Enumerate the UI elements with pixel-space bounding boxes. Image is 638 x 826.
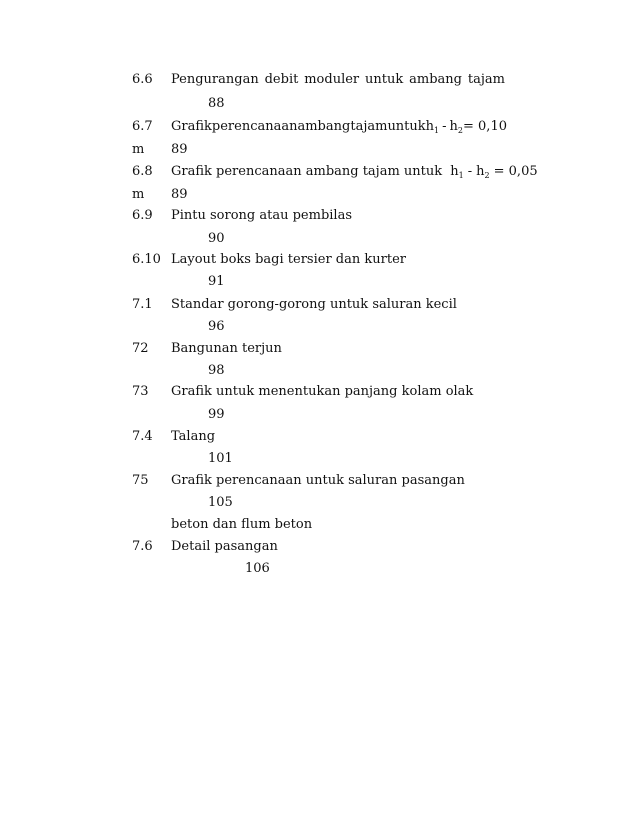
entry-word: ambang — [297, 119, 351, 134]
entry-number: 72 — [132, 341, 149, 356]
entry-title: Standar gorong-gorong untuk saluran kecil — [171, 297, 457, 312]
entry-page-number: 105 — [208, 495, 233, 510]
formula-subscript: 2 — [484, 171, 490, 180]
entry-title — [171, 164, 538, 180]
entry-page-number: 91 — [208, 274, 225, 289]
entry-title: Pintu sorong atau pembilas — [171, 208, 353, 223]
formula-dash: - — [467, 164, 473, 179]
entry-word: tajam — [350, 119, 388, 134]
entry-title: Detail pasangan — [171, 539, 278, 554]
entry-word: tajam — [467, 72, 505, 87]
formula-subscript: 2 — [457, 126, 464, 135]
entry-number: 7.4 — [132, 429, 153, 444]
entry-page-number: 89 — [171, 187, 188, 202]
entry-number-continuation: m — [132, 187, 145, 202]
entry-title: Grafik untuk menentukan panjang kolam olak — [171, 384, 474, 399]
formula-h: h — [476, 164, 485, 179]
entry-title-continuation: beton dan flum beton — [171, 517, 313, 532]
formula-h: h — [425, 119, 435, 134]
entry-page-number: 96 — [208, 319, 225, 334]
entry-page-number: 89 — [171, 142, 188, 157]
entry-number-continuation: m — [132, 142, 145, 157]
entry-number: 75 — [132, 473, 149, 488]
entry-number: 73 — [132, 384, 149, 399]
entry-title: Talang — [171, 429, 216, 444]
entry-number: 6.6 — [132, 72, 153, 87]
formula-h: h — [449, 119, 458, 134]
entry-page-number: 90 — [208, 231, 225, 246]
formula-value: = 0,05 — [493, 164, 538, 179]
entry-page-number: 98 — [208, 363, 225, 378]
entry-number: 6.9 — [132, 208, 153, 223]
entry-page-number: 101 — [208, 451, 233, 466]
formula-h: h — [450, 164, 459, 179]
entry-word: Grafik — [171, 119, 212, 134]
entry-word: moduler — [304, 72, 360, 87]
entry-title: Grafik perencanaan untuk saluran pasangan — [171, 473, 465, 488]
entry-text: Grafik perencanaan ambang tajam untuk — [171, 164, 443, 179]
formula-value: = 0,10 — [463, 119, 507, 134]
entry-title: Bangunan terjun — [171, 341, 282, 356]
entry-word: debit — [264, 72, 299, 87]
formula-subscript: 1 — [434, 126, 440, 135]
entry-title — [171, 119, 505, 135]
formula-dash: - — [442, 119, 447, 134]
formula — [450, 164, 537, 179]
formula-subscript: 1 — [458, 171, 464, 180]
entry-word: ambang — [409, 72, 463, 87]
entry-word: perencanaan — [211, 119, 298, 134]
entry-title — [171, 72, 505, 88]
entry-title: Layout boks bagi tersier dan kurter — [171, 252, 406, 267]
entry-number: 7.1 — [132, 297, 153, 312]
entry-page-number: 99 — [208, 407, 225, 422]
entry-number: 7.6 — [132, 539, 153, 554]
entry-word: Pengurangan — [171, 72, 259, 87]
entry-number: 6.7 — [132, 119, 153, 134]
entry-page-number: 106 — [245, 561, 270, 576]
entry-number: 6.8 — [132, 164, 153, 179]
entry-number: 6.10 — [132, 252, 161, 267]
entry-page-number: 88 — [208, 96, 225, 111]
entry-word: untuk — [387, 119, 426, 134]
formula — [426, 119, 507, 135]
entry-word: untuk — [365, 72, 404, 87]
